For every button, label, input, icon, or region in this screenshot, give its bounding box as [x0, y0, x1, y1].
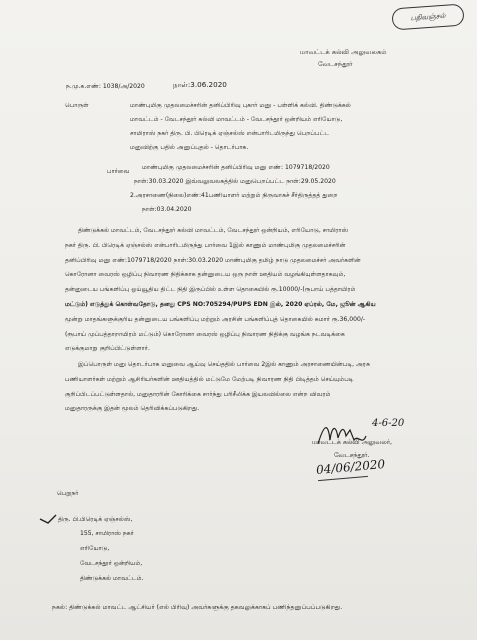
office-name: மாவட்டக் கல்வி அலுவலகம்	[300, 48, 387, 56]
signature-scribble	[314, 416, 374, 452]
body-paragraph-1	[65, 224, 428, 357]
office-place: வேடசந்தூர்	[318, 60, 353, 68]
subject-line-2: மாவட்டம் - வேடசந்தூர் கல்வி மாவட்டம் - வேடசந்தூர் ஒன்றியம் எரியோடு,	[130, 116, 343, 123]
registered-post-stamp: பதிவஞ்சல்	[391, 4, 464, 31]
pen-tick-mark	[38, 513, 58, 525]
address-line-2: 155, சாமிராஸ் நகர்	[80, 530, 134, 537]
body-paragraph-2	[65, 358, 428, 417]
body-line: தனிப்பிரிவு மனு எண்:1079718/2020 நாள்:30.03.2020 மாண்புமிகு தமிழ் நாடு முதலமைச்சர் அவர்களின்	[65, 256, 361, 264]
subject-line-1: மாண்புமிகு முதலமைச்சரின் தனிப்பிரிவு புகார் மனு - பள்ளிக் கல்வி. திண்டுக்கல்	[130, 102, 351, 109]
reference-label: பார்வை	[107, 168, 130, 175]
copy-to-line: நகல்: திண்டுக்கல் மாவட்ட ஆட்சியர் (எல் பிரிவு) அவர்களுக்கு தகவலுக்காகப் பணிந்தனுப்பப்படுகிறது.	[52, 604, 343, 611]
subject-label: பொருள்	[65, 102, 89, 109]
signatory-place: வேடசந்தூர்.	[334, 451, 370, 459]
signatory-title: மாவட்டக் கல்வி அலுவலர்,	[312, 438, 393, 446]
subject-line-4: மனுவிற்கு பதில் அனுப்புதல் - தொடர்பாக.	[130, 144, 249, 151]
body-line: மட்டும்) எடுத்துக் கொள்வதோடு, தனது CPS NO:705294/PUPS EDN இல், 2020 ஏப்ரல், மே, ஜூன் ஆகிய	[65, 300, 376, 308]
date-underline	[318, 476, 368, 481]
subject-line-3: சாமிராஸ் நகர் திரு. பி. பிரெடிக் ஏஞ்சல்ஸ் என்பாரிடமிருந்து பெறப்பட்ட	[130, 130, 330, 137]
body-line: மூன்று மாதங்களுக்குரிய தன்னுடைய பங்களிப்பு மற்றும் அரசின் பங்களிப்புத் தொகையில் சுமார் ரூ.36,000/-	[65, 315, 366, 323]
address-line-3: எரியோடு,	[80, 545, 110, 552]
body-line: (ரூபாய் முப்பத்தாறாயிரம் மட்டும்) கொரோனா வைரஸ் ஒழிப்பு நிவாரண நிதிக்கு வழங்க நடவடிக்கை	[65, 330, 345, 338]
reference-line-3: 2.அரசாணை(நிலை)எண்:41பணியாளர் மற்றும் நிருவாகச் சீர்திருத்தத் துறை	[130, 192, 338, 199]
body-line: திண்டுக்கல் மாவட்டம், வேடசந்தூர் கல்வி மாவட்டம், வேடசந்தூர் ஒன்றியம், எரியோடு, சாமிராஸ்	[78, 227, 349, 234]
reference-line-4: நாள்:03.04.2020	[142, 206, 192, 213]
letter-date: நாள்:3.06.2020	[173, 80, 227, 89]
body-line: குறிப்பிடப்பட்டுள்ளதால், மனுதாரரின் கோரிக்கை சார்ந்து பரிசீலிக்க இயலவில்லை என்ற விவரம்	[65, 390, 331, 398]
body-line: நகர் திரு. பி. பிரெடிக் ஏஞ்சல்ஸ் என்பாரிடமிருந்து பார்வை 1இல் காணும் மாண்புமிகு முதலமைச்சரின்	[65, 241, 346, 249]
body-line: கொரோனா வைரஸ் ஒழிப்பு நிவாரண நிதிக்காக தன்னுடைய ஒரு நாள் ஊதியம் வழங்கியுள்ளதாகவும்,	[65, 271, 346, 279]
address-line-4: வேடசந்தூர் ஒன்றியம்,	[80, 560, 143, 567]
address-line-5: திண்டுக்கல் மாவட்டம்.	[80, 575, 144, 582]
address-line-1: திரு. பி.பிரெடிக் ஏஞ்சல்ஸ்,	[58, 516, 133, 523]
body-line: இப்பொருள் மனு தொடர்பாக மனுவை ஆய்வு செய்ததில் பார்வை 2இல் காணும் அரசாணையின்படி, அரசு	[78, 361, 370, 368]
signature-date: 4-6-20	[372, 418, 405, 429]
body-line: தன்னுடைய பங்களிப்பு ஓய்வூதிய திட்ட நிதி இருப்பில் உள்ள தொகையில் ரூ.10000/-(ரூபாய் பத்தாயிரம்	[65, 286, 356, 294]
reference-number: ந.மு.க.எண்: 1038/அ/2020	[66, 83, 145, 90]
handwritten-date: 04/06/2020	[315, 457, 386, 477]
body-line: எடுக்குமாறு குறிப்பிட்டுள்ளார்.	[65, 345, 150, 353]
reference-line-2: நாள்:30.03.2020 இவ்வலுவலகத்தில் மனுபெறப்பட்ட நாள்:29.05.2020	[134, 178, 336, 185]
receiver-label: பெறுநர்	[57, 490, 79, 497]
body-line: பணியாளர்கள் மற்றும் ஆசிரியர்களின் ஊதியத்தில் மட்டுமே மேற்படி நிவாரண நிதி பிடித்தம் செய்யும்படி	[65, 375, 354, 383]
reference-line-1: மாண்புமிகு முதலமைச்சரின் தனிப்பிரிவு மனு எண்: 1079718/2020	[142, 164, 330, 171]
body-line: மனுதாரருக்கு இதன் மூலம் தெரிவிக்கப்படுகிறது.	[65, 405, 200, 413]
